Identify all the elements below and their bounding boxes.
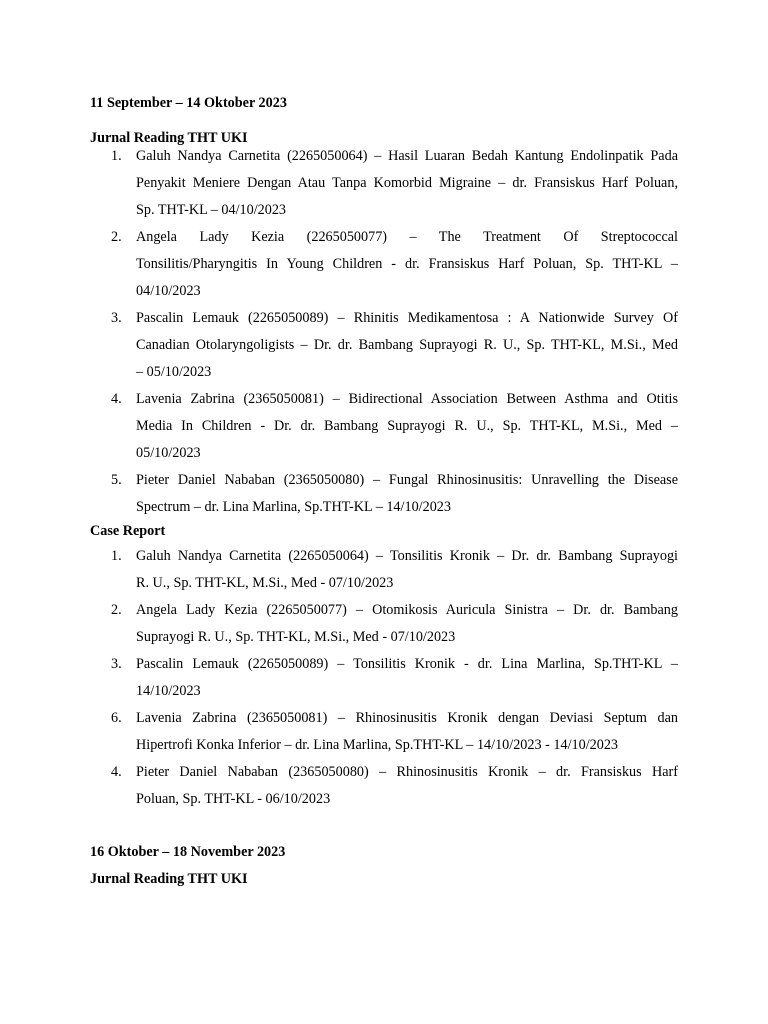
list-item-line: Pascalin Lemauk (2265050089) – Rhinitis Medikamentosa : A Nationwide Survey Of xyxy=(136,310,678,326)
list-item xyxy=(90,543,678,597)
list-item-line: Pascalin Lemauk (2265050089) – Tonsilitis Kronik - dr. Lina Marlina, Sp.THT-KL – xyxy=(136,656,678,672)
list-item-line: 14/10/2023 xyxy=(136,683,201,699)
section1-date-range: 11 September – 14 Oktober 2023 xyxy=(90,95,287,111)
list-item-line: Canadian Otolaryngoligists – Dr. dr. Bambang Suprayogi R. U., Sp. THT-KL, M.Si., Med xyxy=(136,337,678,353)
list-item-line: Hipertrofi Konka Inferior – dr. Lina Marlina, Sp.THT-KL – 14/10/2023 - 14/10/2023 xyxy=(136,737,619,753)
section2-journal-heading: Jurnal Reading THT UKI xyxy=(90,871,248,887)
list-item-line: Penyakit Meniere Dengan Atau Tanpa Komorbid Migraine – dr. Fransiskus Harf Poluan, xyxy=(136,175,678,191)
list-item-line: 04/10/2023 xyxy=(136,283,201,299)
list-item-line: Lavenia Zabrina (2365050081) – Bidirectional Association Between Asthma and Otitis xyxy=(136,391,678,407)
list-item-number: 2. xyxy=(111,602,122,618)
list-item-number: 1. xyxy=(111,148,122,164)
list-item-number: 6. xyxy=(111,710,122,726)
list-item xyxy=(90,305,678,386)
list-item-number: 2. xyxy=(111,229,122,245)
list-item-number: 4. xyxy=(111,391,122,407)
list-item-line: Media In Children - Dr. dr. Bambang Suprayogi R. U., Sp. THT-KL, M.Si., Med – xyxy=(136,418,678,434)
list-item xyxy=(90,651,678,705)
list-item-line: Galuh Nandya Carnetita (2265050064) – Hasil Luaran Bedah Kantung Endolinpatik Pada xyxy=(136,148,678,164)
section1-journal-heading: Jurnal Reading THT UKI xyxy=(90,130,248,146)
list-item-line: Suprayogi R. U., Sp. THT-KL, M.Si., Med - 07/10/2023 xyxy=(136,629,456,645)
list-item xyxy=(90,759,678,813)
case-report-list xyxy=(90,543,678,813)
list-item-line: Spectrum – dr. Lina Marlina, Sp.THT-KL – 14/10/2023 xyxy=(136,499,451,515)
list-item-line: – 05/10/2023 xyxy=(136,364,212,380)
list-item-number: 5. xyxy=(111,472,122,488)
list-item-line: Angela Lady Kezia (2265050077) – The Treatment Of Streptococcal xyxy=(136,229,678,245)
list-item-number: 3. xyxy=(111,656,122,672)
list-item-line: 05/10/2023 xyxy=(136,445,201,461)
journal-reading-list xyxy=(90,143,678,521)
list-item xyxy=(90,467,678,521)
list-item-number: 3. xyxy=(111,310,122,326)
list-item xyxy=(90,143,678,224)
list-item-line: Tonsilitis/Pharyngitis In Young Children - dr. Fransiskus Harf Poluan, Sp. THT-KL – xyxy=(136,256,678,272)
list-item-line: Pieter Daniel Nababan (2365050080) – Fungal Rhinosinusitis: Unravelling the Disease xyxy=(136,472,678,488)
list-item xyxy=(90,386,678,467)
list-item-line: Poluan, Sp. THT-KL - 06/10/2023 xyxy=(136,791,331,807)
list-item-line: Lavenia Zabrina (2365050081) – Rhinosinusitis Kronik dengan Deviasi Septum dan xyxy=(136,710,678,726)
list-item-line: Angela Lady Kezia (2265050077) – Otomikosis Auricula Sinistra – Dr. dr. Bambang xyxy=(136,602,678,618)
list-item-number: 4. xyxy=(111,764,122,780)
list-item-line: R. U., Sp. THT-KL, M.Si., Med - 07/10/2023 xyxy=(136,575,394,591)
list-item xyxy=(90,597,678,651)
list-item-number: 1. xyxy=(111,548,122,564)
list-item-line: Galuh Nandya Carnetita (2265050064) – Tonsilitis Kronik – Dr. dr. Bambang Suprayogi xyxy=(136,548,678,564)
list-item xyxy=(90,224,678,305)
list-item-line: Pieter Daniel Nababan (2365050080) – Rhinosinusitis Kronik – dr. Fransiskus Harf xyxy=(136,764,678,780)
list-item xyxy=(90,705,678,759)
list-item-line: Sp. THT-KL – 04/10/2023 xyxy=(136,202,287,218)
section2-date-range: 16 Oktober – 18 November 2023 xyxy=(90,844,286,860)
case-report-heading: Case Report xyxy=(90,523,166,539)
